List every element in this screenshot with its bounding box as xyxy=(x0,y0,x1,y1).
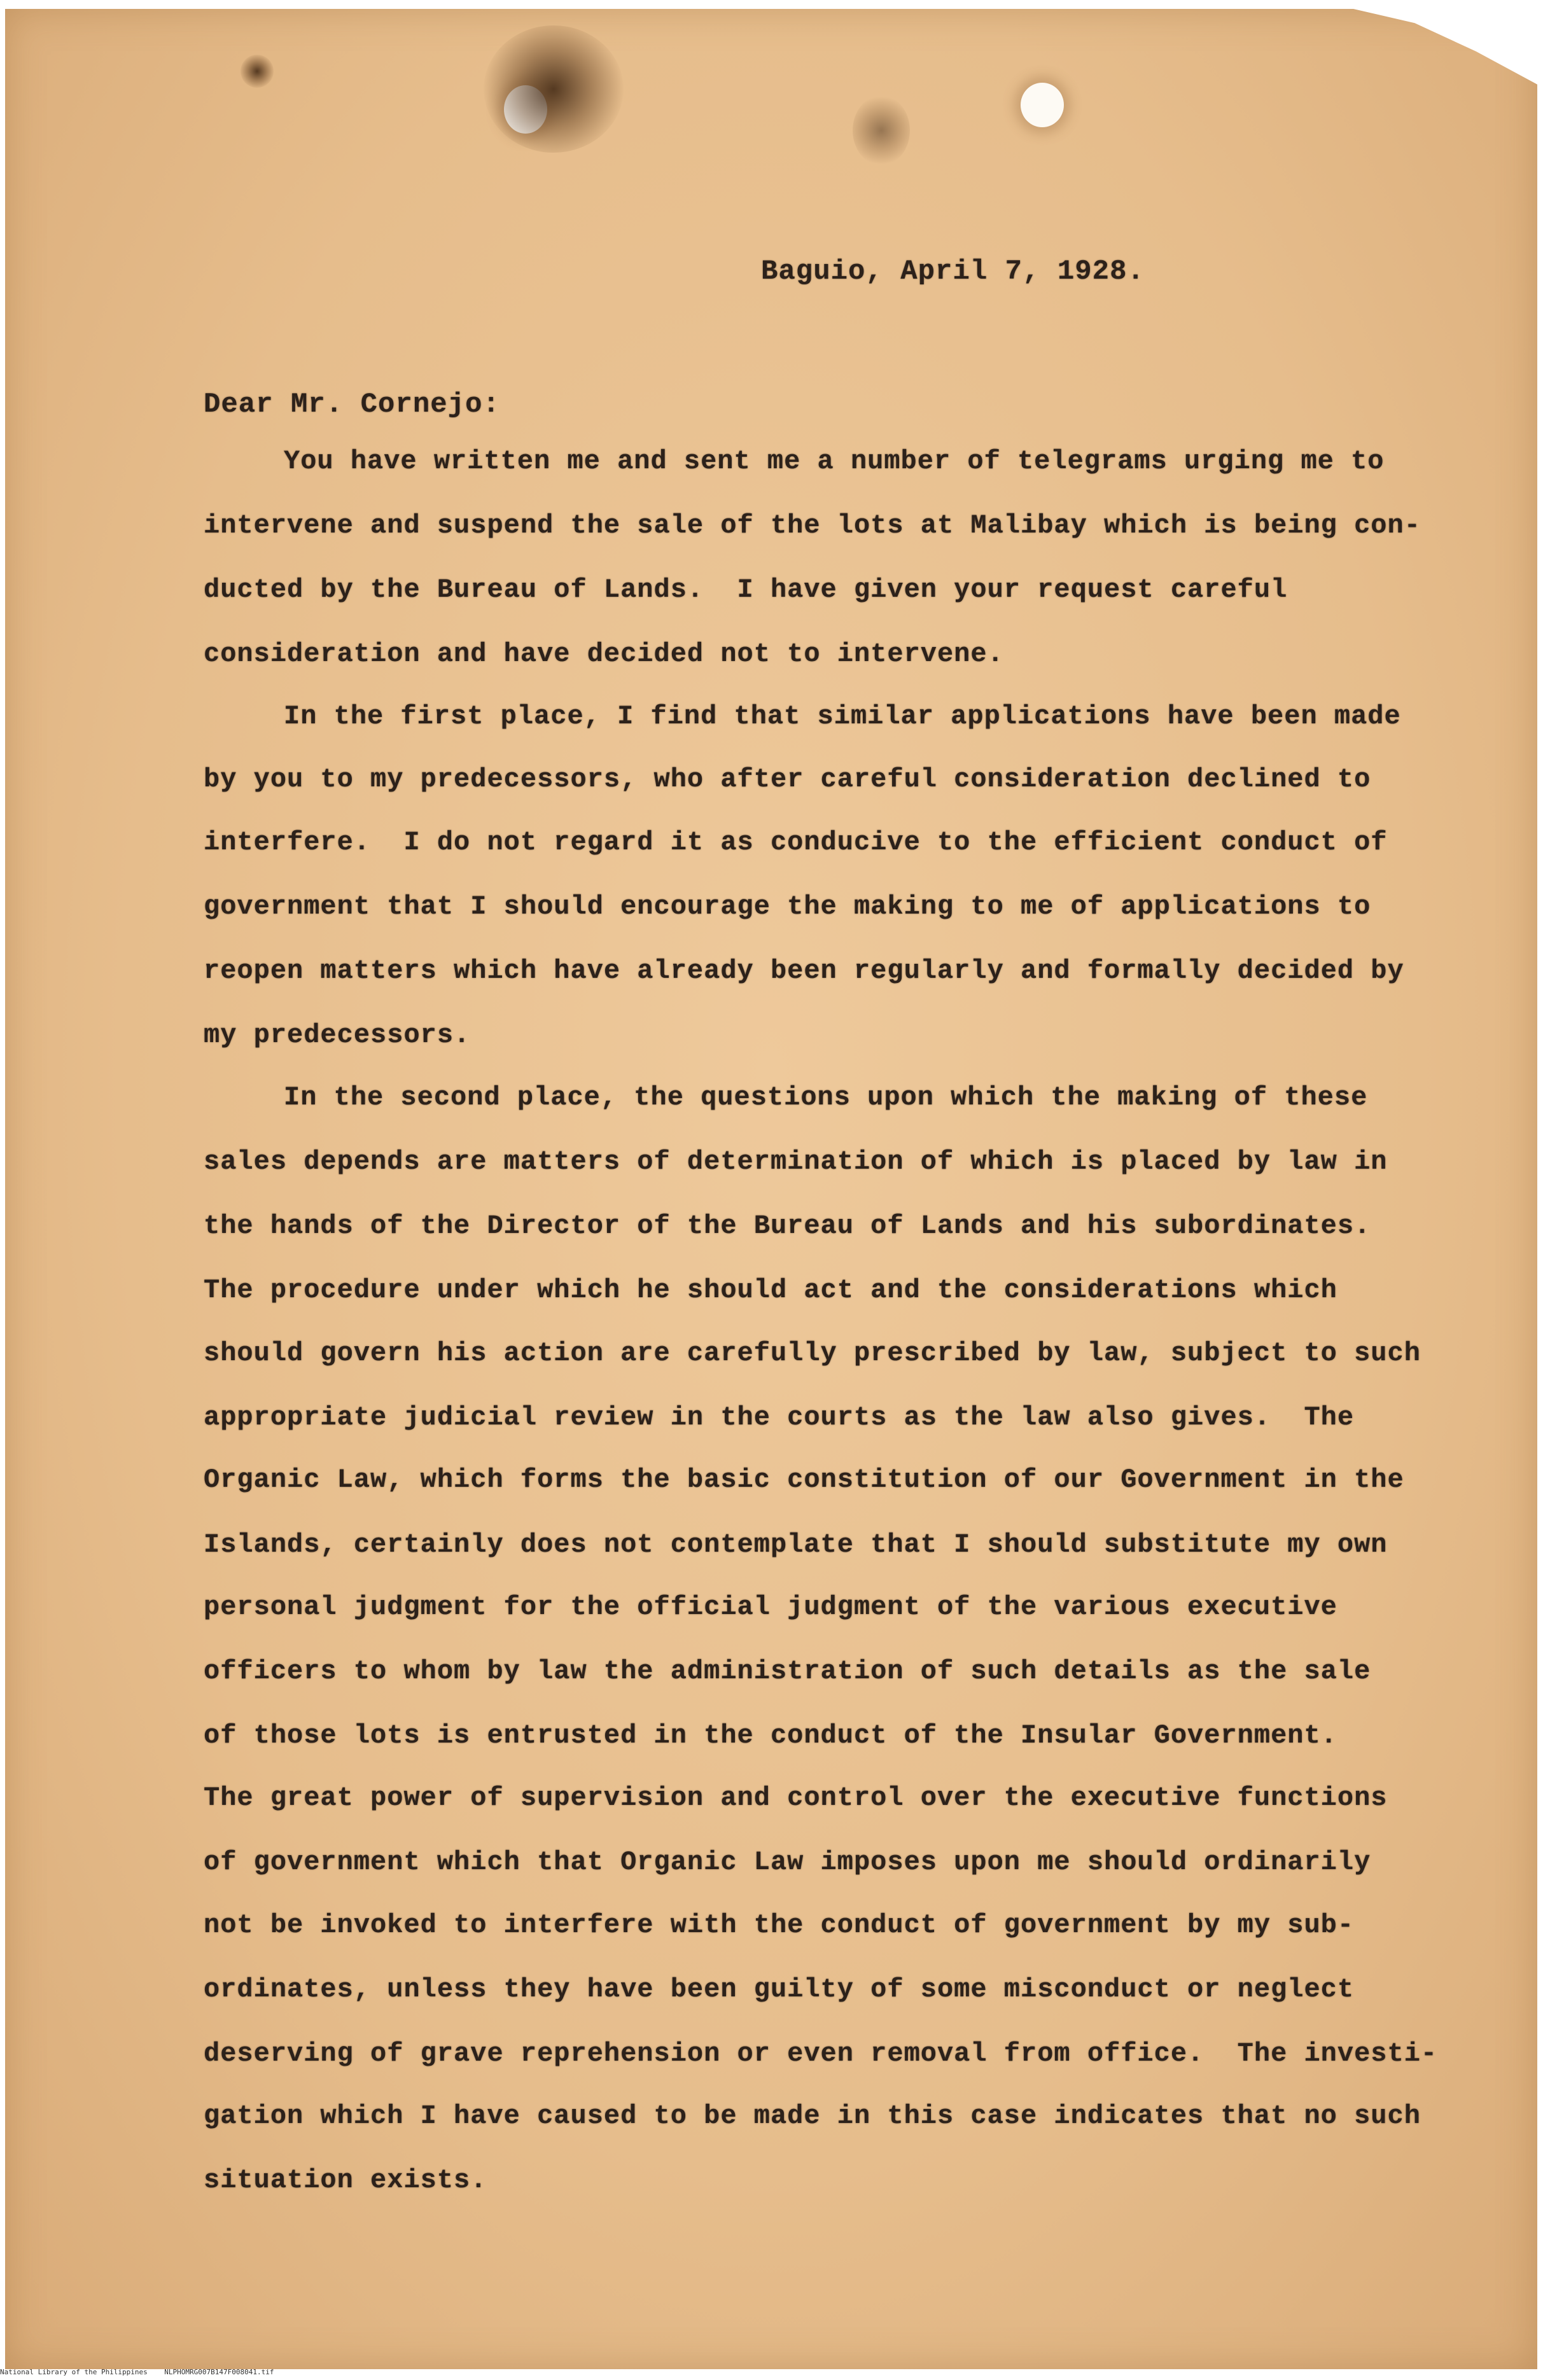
punch-hole-right xyxy=(1021,83,1064,127)
archive-footer: National Library of the Philippines NLPHOMRG007B147F008041.tif xyxy=(0,2368,274,2376)
paragraph-2-line-4: government that I should encourage the making to me of applications to xyxy=(204,891,1371,922)
paragraph-2-line-3: interfere. I do not regard it as conducive to the efficient conduct of xyxy=(204,827,1388,858)
paragraph-1-line-4: consideration and have decided not to intervene. xyxy=(204,639,1004,669)
paragraph-3-line-9: personal judgment for the official judgment of the various executive xyxy=(204,1592,1337,1622)
paragraph-3-line-18: situation exists. xyxy=(204,2165,487,2196)
paper-sheet xyxy=(5,9,1537,2369)
paragraph-2-line-1: In the first place, I find that similar applications have been made xyxy=(284,701,1401,732)
paragraph-3-line-12: The great power of supervision and control over the executive functions xyxy=(204,1783,1388,1813)
paragraph-3-line-6: appropriate judicial review in the courts as the law also gives. The xyxy=(204,1402,1355,1433)
paragraph-1-line-1: You have written me and sent me a number of telegrams urging me to xyxy=(284,446,1385,477)
paragraph-3-line-16: deserving of grave reprehension or even removal from office. The investi- xyxy=(204,2038,1438,2069)
paragraph-3-line-4: The procedure under which he should act and the considerations which xyxy=(204,1275,1337,1305)
letter-dateline: Baguio, April 7, 1928. xyxy=(761,256,1145,288)
paragraph-3-line-11: of those lots is entrusted in the conduct of the Insular Government. xyxy=(204,1720,1337,1751)
paragraph-3-line-10: officers to whom by law the administration of such details as the sale xyxy=(204,1656,1371,1687)
paragraph-3-line-13: of government which that Organic Law imposes upon me should ordinarily xyxy=(204,1847,1371,1877)
ink-spot xyxy=(241,55,274,88)
paragraph-1-line-2: intervene and suspend the sale of the lots at Malibay which is being con- xyxy=(204,510,1421,541)
paragraph-3-line-7: Organic Law, which forms the basic constitution of our Government in the xyxy=(204,1465,1404,1495)
paragraph-3-line-17: gation which I have caused to be made in this case indicates that no such xyxy=(204,2101,1421,2131)
paragraph-2-line-6: my predecessors. xyxy=(204,1020,471,1050)
paragraph-3-line-14: not be invoked to interfere with the conduct of government by my sub- xyxy=(204,1910,1355,1940)
letter-salutation: Dear Mr. Cornejo: xyxy=(204,389,500,421)
paragraph-3-line-15: ordinates, unless they have been guilty of some misconduct or neglect xyxy=(204,1974,1355,2005)
ink-smudge xyxy=(853,95,910,165)
paragraph-3-line-8: Islands, certainly does not contemplate that I should substitute my own xyxy=(204,1529,1388,1560)
ink-stain xyxy=(484,25,624,153)
paragraph-3-line-3: the hands of the Director of the Bureau of Lands and his subordinates. xyxy=(204,1211,1371,1241)
paragraph-2-line-2: by you to my predecessors, who after careful consideration declined to xyxy=(204,764,1371,795)
paragraph-3-line-1: In the second place, the questions upon which the making of these xyxy=(284,1082,1368,1113)
paragraph-2-line-5: reopen matters which have already been regularly and formally decided by xyxy=(204,956,1404,986)
paragraph-3-line-5: should govern his action are carefully prescribed by law, subject to such xyxy=(204,1338,1421,1368)
paragraph-3-line-2: sales depends are matters of determination of which is placed by law in xyxy=(204,1146,1388,1177)
paragraph-1-line-3: ducted by the Bureau of Lands. I have given your request careful xyxy=(204,574,1288,605)
